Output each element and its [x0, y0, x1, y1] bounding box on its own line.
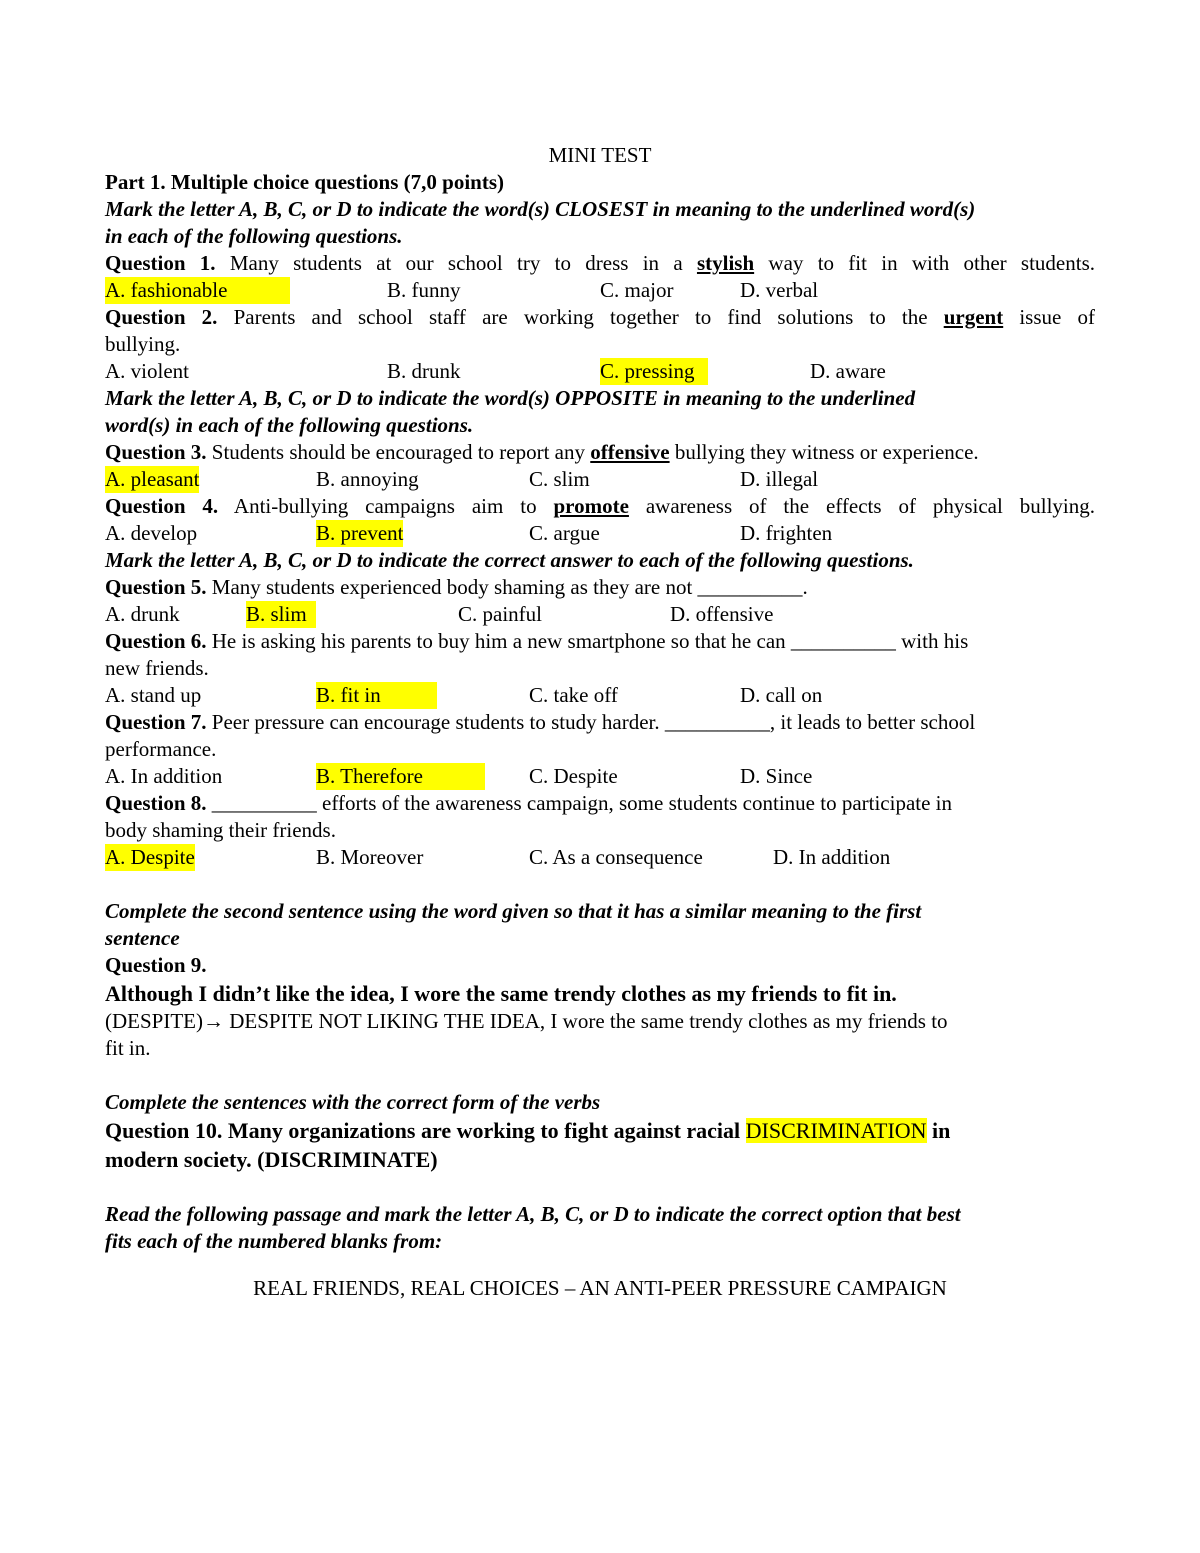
options-q6	[105, 682, 1095, 709]
question-3	[105, 439, 1095, 466]
option-d[interactable]: D. offensive	[670, 602, 774, 626]
option-a[interactable]: A. In addition	[105, 764, 223, 788]
question-5	[105, 574, 1095, 601]
question-text: __________ efforts of the awareness campaign, some students continue to participate in	[206, 791, 953, 815]
options-q5	[105, 601, 1095, 628]
option-c[interactable]: C. pressing	[600, 358, 708, 385]
underlined-word: offensive	[590, 440, 670, 464]
option-a[interactable]: A. Despite	[105, 845, 195, 869]
underlined-word: stylish	[696, 251, 755, 275]
question-10	[105, 1116, 1095, 1145]
options-q7	[105, 763, 1095, 790]
instruction-passage-1: Read the following passage and mark the letter A, B, C, or D to indicate the correct option that best	[105, 1202, 961, 1226]
options-q4	[105, 520, 1095, 547]
answer-highlight: DISCRIMINATION	[745, 1118, 927, 1143]
document-page	[105, 142, 1095, 1302]
instruction-rewrite-2: sentence	[105, 926, 180, 950]
option-c[interactable]: C. Despite	[529, 764, 618, 788]
option-a[interactable]: A. pleasant	[105, 467, 200, 491]
question-7-continued: performance.	[105, 737, 217, 761]
options-q8	[105, 844, 1095, 871]
question-label: Question 2.	[105, 305, 218, 329]
part1-heading: Part 1. Multiple choice questions (7,0 points)	[105, 170, 504, 194]
page-title: MINI TEST	[548, 143, 652, 167]
instruction-verbs: Complete the sentences with the correct form of the verbs	[105, 1090, 601, 1114]
question-9-label: Question 9.	[105, 953, 207, 977]
question-label: Question 3.	[105, 440, 207, 464]
question-text: issue of	[1003, 305, 1095, 329]
underlined-word: urgent	[943, 305, 1004, 329]
question-label: Question 1.	[105, 251, 216, 275]
question-label: Question 5.	[105, 575, 207, 599]
option-a[interactable]: A. drunk	[105, 602, 180, 626]
question-4	[105, 493, 1095, 520]
option-c[interactable]: C. take off	[529, 683, 618, 707]
instruction-closest-2: in each of the following questions.	[105, 224, 403, 248]
option-c[interactable]: C. painful	[458, 602, 542, 626]
answer-rest: I wore the same trendy clothes as my friends to	[545, 1009, 948, 1033]
option-d[interactable]: D. aware	[810, 359, 886, 383]
question-9-sentence: Although I didn’t like the idea, I wore the same trendy clothes as my friends to fit in.	[105, 981, 897, 1006]
option-c[interactable]: C. As a consequence	[529, 845, 703, 869]
question-text: Question 10. Many organizations are working to fight against racial	[105, 1118, 746, 1143]
option-b[interactable]: B. drunk	[387, 359, 461, 383]
instruction-passage-2: fits each of the numbered blanks from:	[105, 1229, 443, 1253]
passage-title: REAL FRIENDS, REAL CHOICES – AN ANTI-PEER PRESSURE CAMPAIGN	[253, 1276, 947, 1300]
question-1	[105, 250, 1095, 277]
options-q2	[105, 358, 1095, 385]
option-b[interactable]: B. annoying	[316, 467, 419, 491]
underlined-word: promote	[553, 494, 629, 518]
options-q3	[105, 466, 1095, 493]
spacer	[105, 1062, 1095, 1089]
question-text: Anti-bullying campaigns aim to	[218, 494, 554, 518]
option-b[interactable]: B. Therefore	[316, 763, 485, 790]
question-label: Question 4.	[105, 494, 219, 518]
instruction-closest-1: Mark the letter A, B, C, or D to indicate the word(s) CLOSEST in meaning to the underlined word(s)	[105, 197, 976, 221]
option-c[interactable]: C. argue	[529, 521, 600, 545]
option-d[interactable]: D. verbal	[740, 278, 819, 302]
question-8-continued: body shaming their friends.	[105, 818, 336, 842]
question-label: Question 8.	[105, 791, 207, 815]
instruction-opposite-2: word(s) in each of the following questions.	[105, 413, 474, 437]
option-d[interactable]: D. illegal	[740, 467, 819, 491]
question-text: Parents and school staff are working together to find solutions to the	[217, 305, 944, 329]
option-d[interactable]: D. frighten	[740, 521, 833, 545]
option-d[interactable]: D. Since	[740, 764, 813, 788]
question-10-continued: modern society. (DISCRIMINATE)	[105, 1147, 438, 1172]
option-c[interactable]: C. major	[600, 278, 674, 302]
options-q1	[105, 277, 1095, 304]
option-b[interactable]: B. fit in	[316, 682, 437, 709]
answer-prefix: (DESPITE)→ DESPITE NOT LIKING THE IDEA,	[105, 1009, 546, 1033]
option-c[interactable]: C. slim	[529, 467, 590, 491]
question-2	[105, 304, 1095, 331]
question-8	[105, 790, 1095, 817]
question-text: Many students experienced body shaming as they are not __________.	[206, 575, 808, 599]
instruction-correct: Mark the letter A, B, C, or D to indicate the correct answer to each of the following questions.	[105, 548, 914, 572]
question-9-answer	[105, 1008, 1095, 1035]
question-label: Question 6.	[105, 629, 207, 653]
question-text: way to fit in with other students.	[754, 251, 1096, 275]
question-9-answer-continued: fit in.	[105, 1036, 151, 1060]
option-a[interactable]: A. stand up	[105, 683, 202, 707]
option-b[interactable]: B. prevent	[316, 521, 404, 545]
option-d[interactable]: D. call on	[740, 683, 823, 707]
question-label: Question 7.	[105, 710, 207, 734]
instruction-rewrite-1: Complete the second sentence using the word given so that it has a similar meaning to the first	[105, 899, 922, 923]
question-6	[105, 628, 1095, 655]
question-text: Many students at our school try to dress in a	[215, 251, 697, 275]
question-2-continued: bullying.	[105, 332, 181, 356]
option-d[interactable]: D. In addition	[773, 845, 891, 869]
spacer	[105, 1255, 1095, 1275]
option-b[interactable]: B. slim	[246, 601, 316, 628]
spacer	[105, 871, 1095, 898]
question-text: in	[926, 1118, 951, 1143]
question-text: Students should be encouraged to report any	[206, 440, 591, 464]
option-b[interactable]: B. funny	[387, 278, 461, 302]
question-text: bullying they witness or experience.	[669, 440, 979, 464]
question-text: awareness of the effects of physical bullying.	[628, 494, 1095, 518]
question-text: Peer pressure can encourage students to study harder. __________, it leads to better school	[206, 710, 976, 734]
spacer	[105, 1174, 1095, 1201]
question-7	[105, 709, 1095, 736]
option-a[interactable]: A. develop	[105, 521, 198, 545]
option-a[interactable]: A. violent	[105, 359, 189, 383]
option-b[interactable]: B. Moreover	[316, 845, 424, 869]
option-a[interactable]: A. fashionable	[105, 277, 290, 304]
question-text: He is asking his parents to buy him a new smartphone so that he can __________ with his	[206, 629, 969, 653]
instruction-opposite-1: Mark the letter A, B, C, or D to indicate the word(s) OPPOSITE in meaning to the underlined	[105, 386, 916, 410]
question-6-continued: new friends.	[105, 656, 209, 680]
